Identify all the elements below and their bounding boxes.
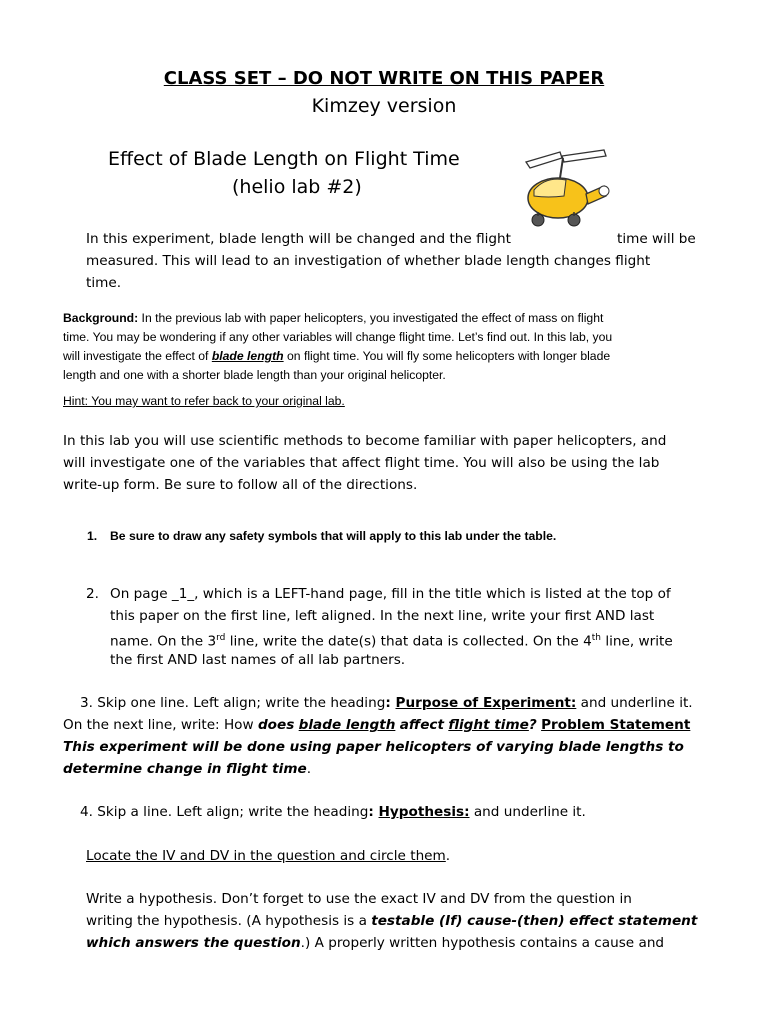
- problem-statement: Problem Statement: [541, 717, 691, 733]
- class-set-heading: CLASS SET – DO NOT WRITE ON THIS PAPER: [163, 68, 605, 89]
- hypothesis-heading: Hypothesis:: [378, 804, 470, 820]
- locate-instruction: Locate the IV and DV in the question and circle them.: [86, 848, 451, 864]
- purpose-heading: Purpose of Experiment:: [395, 695, 577, 711]
- page-title: Effect of Blade Length on Flight Time: [108, 148, 460, 170]
- intro-line-1: In this experiment, blade length will be changed and the flight: [86, 231, 511, 247]
- step-4-line-1: 4. Skip a line. Left align; write the heading: Hypothesis: and underline it.: [80, 804, 586, 820]
- hint-text: Hint: You may want to refer back to your original lab.: [63, 394, 345, 408]
- hypothesis-line-3: which answers the question.) A properly written hypothesis contains a cause and: [86, 935, 665, 951]
- step-2-number: 2.: [86, 586, 99, 602]
- step-2-line-1: On page _1_, which is a LEFT-hand page, fill in the title which is listed at the top of: [110, 586, 671, 602]
- step-3-line-2: On the next line, write: How does blade length affect flight time? Problem Statement: [63, 717, 691, 733]
- step-2-line-4: the first AND last names of all lab partners.: [110, 652, 406, 668]
- intro-line-2: measured. This will lead to an investigation of whether blade length changes flight: [86, 253, 651, 269]
- step-3-line-4: determine change in flight time.: [63, 761, 312, 777]
- step-1-text: Be sure to draw any safety symbols that will apply to this lab under the table.: [110, 529, 557, 543]
- step-2-line-3: name. On the 3rd line, write the date(s) that data is collected. On the 4th line, write: [110, 633, 673, 650]
- hypothesis-line-2: writing the hypothesis. (A hypothesis is a testable (If) cause-(then) effect statement: [86, 913, 698, 929]
- step-3-line-1: 3. Skip one line. Left align; write the heading: Purpose of Experiment: and underline it.: [80, 695, 693, 711]
- step-1-number: 1.: [87, 529, 98, 543]
- background-label: Background:: [63, 311, 139, 325]
- page-subtitle: (helio lab #2): [232, 176, 362, 198]
- blade-length-emphasis: blade length: [211, 349, 284, 363]
- version-heading: Kimzey version: [311, 95, 457, 117]
- intro-line-3: time.: [86, 275, 122, 291]
- background-paragraph: Background: In the previous lab with paper helicopters, you investigated the effect of mass on flight time. You may be wondering if any other variables will change flight time. Let’s find out. In this lab, you will investigate the effect of blade length on flight time. You will fly some helicopters with longer blade length and one with a shorter blade length than your original helicopter.: [63, 311, 613, 382]
- helicopter-icon: [508, 146, 616, 232]
- intro-line-1-end: time will be: [617, 231, 696, 247]
- step-3-line-3: This experiment will be done using paper helicopters of varying blade lengths to: [63, 739, 684, 755]
- hypothesis-line-1: Write a hypothesis. Don’t forget to use the exact IV and DV from the question in: [86, 891, 632, 907]
- methods-line-3: write-up form. Be sure to follow all of the directions.: [63, 477, 418, 493]
- step-2-line-2: this paper on the first line, left aligned. In the next line, write your first AND last: [110, 608, 655, 624]
- methods-line-1: In this lab you will use scientific methods to become familiar with paper helicopters, and: [63, 433, 667, 449]
- methods-line-2: will investigate one of the variables that affect flight time. You will also be using the lab: [63, 455, 660, 471]
